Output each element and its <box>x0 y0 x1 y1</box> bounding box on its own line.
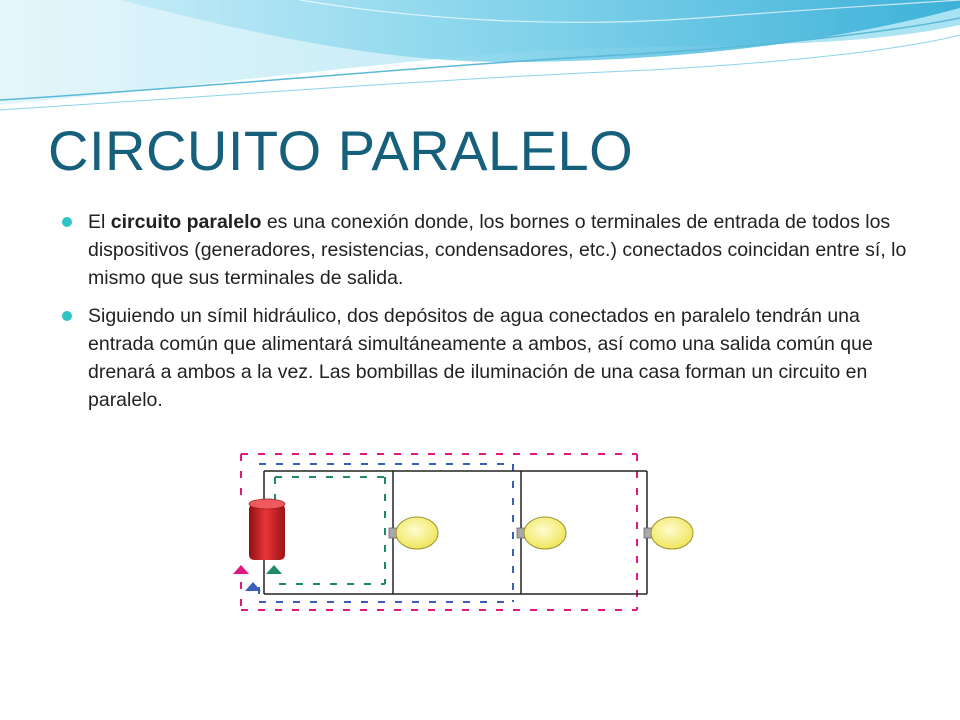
bullet-dot-icon <box>62 311 72 321</box>
wave-header-decoration <box>0 0 960 120</box>
bullet-text: Siguiendo un símil hidráulico, dos depósitos de agua conectados en paralelo tendrán una entrada común que alimentará simultáneamente a ambos, así como una salida común que drenará a ambos a la vez. Las bombillas de iluminación de una casa forman un circuito en paralelo. <box>88 305 873 411</box>
circuit-wires <box>264 471 647 594</box>
bullet-item-definition <box>62 208 912 292</box>
magenta-flow-path <box>241 454 637 610</box>
battery-icon <box>249 499 285 560</box>
bullet-dot-icon <box>62 217 72 227</box>
green-flow-path <box>275 477 385 584</box>
arrow-up-icon <box>245 582 261 591</box>
bullet-list <box>62 208 912 424</box>
bullet-text: es una conexión donde, los bornes o terminales de entrada de todos los dispositivos (generadores, resistencias, condensadores, etc.) conectados coincidan entre sí, lo mismo que sus terminales de salida. <box>88 211 907 289</box>
light-bulb-icon <box>517 517 566 549</box>
arrow-up-icon <box>266 565 282 574</box>
bullet-item-hydraulic <box>62 302 912 414</box>
light-bulb-icon <box>389 517 438 549</box>
bullet-bold-term: circuito paralelo <box>110 211 262 233</box>
bullet-prefix: El <box>88 211 111 233</box>
parallel-circuit-diagram <box>217 442 704 626</box>
slide-title: CIRCUITO PARALELO <box>48 119 634 182</box>
light-bulb-icon <box>644 517 693 549</box>
arrow-up-icon <box>233 565 249 574</box>
